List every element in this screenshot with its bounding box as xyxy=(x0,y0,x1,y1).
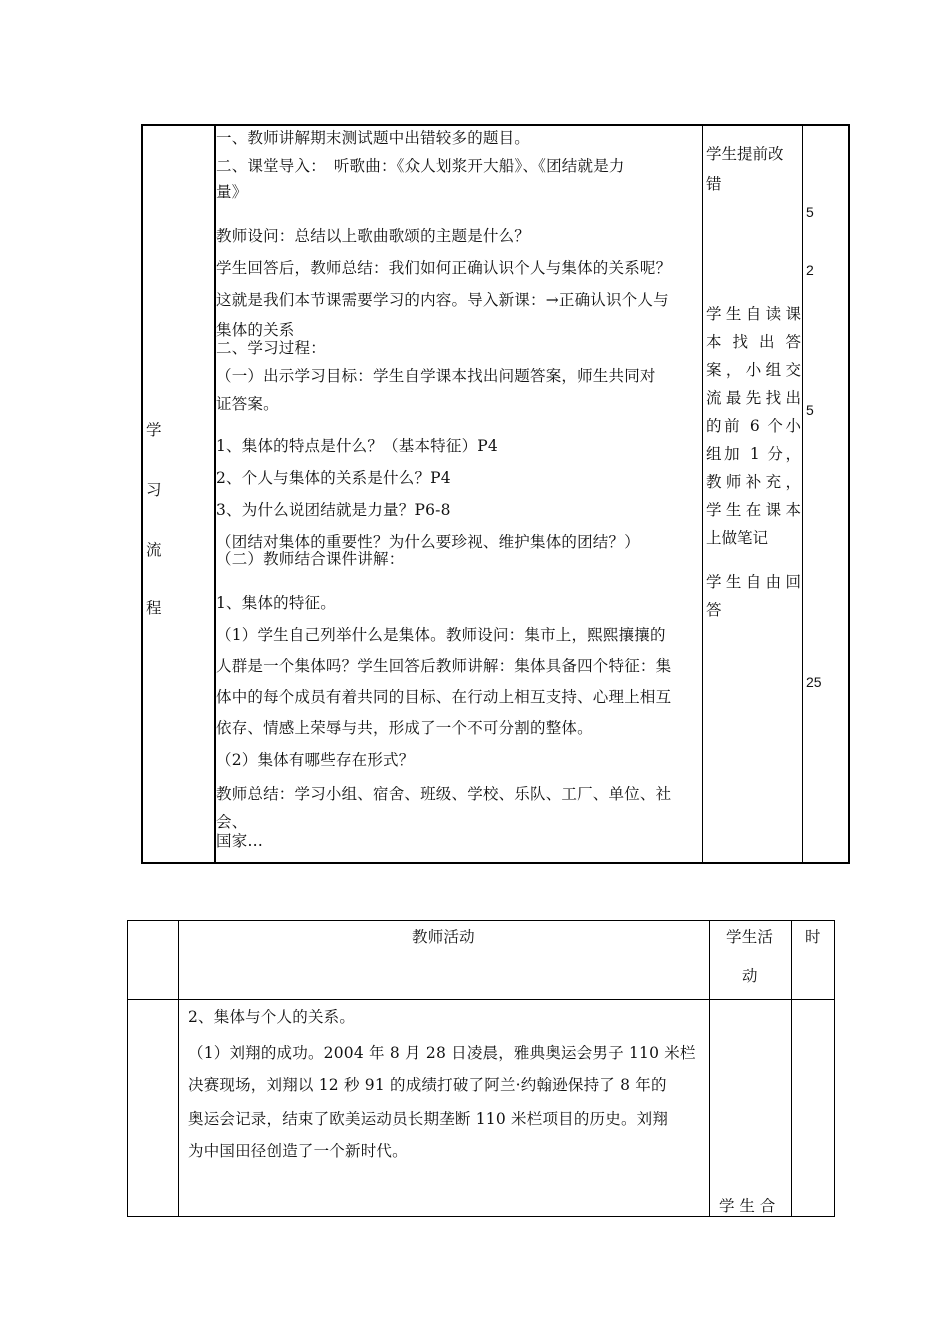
student-line: 学生在课本 xyxy=(706,501,801,519)
student-line: 错 xyxy=(706,175,722,193)
table2-bottom-border xyxy=(127,1216,835,1217)
table1-top-border xyxy=(141,124,850,126)
teacher-line: 奥运会记录，结束了欧美运动员长期垄断 110 米栏项目的历史。刘翔 xyxy=(188,1110,669,1128)
table2-top-border xyxy=(127,920,835,921)
time-value: 5 xyxy=(806,402,814,418)
teacher-line: 教师总结：学习小组、宿舍、班级、学校、乐队、工厂、单位、社 xyxy=(216,785,672,803)
student-line: 组加 1 分， xyxy=(706,445,801,463)
table1-right-border xyxy=(848,124,850,864)
teacher-line: 学生回答后，教师总结：我们如何正确认识个人与集体的关系呢？ xyxy=(216,259,672,277)
table1-divider-3 xyxy=(802,124,803,864)
teacher-line: 国家… xyxy=(216,832,264,850)
table2-right-border xyxy=(834,920,835,1217)
teacher-line: 二、学习过程： xyxy=(216,339,326,357)
table2-divider-3 xyxy=(791,920,792,1217)
teacher-line: 3、为什么说团结就是力量？P6-8 xyxy=(216,501,451,519)
teacher-line: 证答案。 xyxy=(216,395,279,413)
teacher-line: 为中国田径创造了一个新时代。 xyxy=(188,1142,408,1160)
time-value: 5 xyxy=(806,204,814,220)
teacher-line: 量》 xyxy=(216,183,248,201)
student-line: 学生自读课 xyxy=(706,305,801,323)
teacher-line: 依存、情感上荣辱与共，形成了一个不可分割的整体。 xyxy=(216,719,593,737)
teacher-line: 人群是一个集体吗？学生回答后教师讲解：集体具备四个特征：集 xyxy=(216,657,672,675)
row-label-char-3: 流 xyxy=(146,541,162,559)
table2-divider-1 xyxy=(178,920,179,1217)
student-line: 上做笔记 xyxy=(706,529,769,547)
teacher-line: （一）出示学习目标：学生自学课本找出问题答案，师生共同对 xyxy=(216,367,656,385)
teacher-line: 二、课堂导入： 听歌曲：《众人划浆开大船》、《团结就是力 xyxy=(216,157,625,175)
teacher-line: （1）学生自己列举什么是集体。教师设问：集市上，熙熙攘攘的 xyxy=(216,626,666,644)
student-line: 流最先找出 xyxy=(706,389,801,407)
teacher-line: 一、教师讲解期末测试题中出错较多的题目。 xyxy=(216,129,531,147)
table2-left-border xyxy=(127,920,128,1217)
table2-divider-2 xyxy=(709,920,710,1217)
teacher-line: 决赛现场，刘翔以 12 秒 91 的成绩打破了阿兰·约翰逊保持了 8 年的 xyxy=(188,1076,667,1094)
teacher-line: （二）教师结合课件讲解： xyxy=(216,550,405,568)
teacher-line: 体中的每个成员有着共同的目标、在行动上相互支持、心理上相互 xyxy=(216,688,672,706)
teacher-line: （2）集体有哪些存在形式？ xyxy=(216,751,415,769)
student-line: 学生自由回 xyxy=(706,573,801,591)
header-teacher-activity: 教师活动 xyxy=(412,928,475,946)
teacher-line: 1、集体的特点是什么？（基本特征）P4 xyxy=(216,437,498,455)
row-label-char-4: 程 xyxy=(146,599,162,617)
student-line: 学 生 合 xyxy=(719,1197,776,1215)
table1-bottom-border xyxy=(141,862,850,864)
row-label-char-2: 习 xyxy=(146,481,162,499)
header-student-activity-1: 学生活 xyxy=(726,928,774,946)
teacher-line: （团结对集体的重要性？为什么要珍视、维护集体的团结？） xyxy=(216,533,640,551)
teacher-line: 教师设问：总结以上歌曲歌颂的主题是什么？ xyxy=(216,227,531,245)
student-line: 学生提前改 xyxy=(706,145,784,163)
student-line: 本找出答 xyxy=(706,333,801,351)
header-time: 时 xyxy=(805,928,821,946)
time-value: 25 xyxy=(806,674,822,690)
student-line: 教师补充， xyxy=(706,473,801,491)
time-value: 2 xyxy=(806,262,814,278)
header-student-activity-2: 动 xyxy=(742,967,758,985)
teacher-line: （1）刘翔的成功。2004 年 8 月 28 日凌晨，雅典奥运会男子 110 米栏 xyxy=(188,1044,696,1062)
teacher-line: 会、 xyxy=(216,813,248,831)
table2-header-divider xyxy=(127,999,835,1000)
student-line: 案，小组交 xyxy=(706,361,801,379)
teacher-line: 2、个人与集体的关系是什么？P4 xyxy=(216,469,451,487)
teacher-line: 1、集体的特征。 xyxy=(216,594,336,612)
student-line: 答 xyxy=(706,601,722,619)
teacher-line: 集体的关系 xyxy=(216,321,295,339)
table1-divider-2 xyxy=(702,124,703,864)
student-line: 的前 6 个小 xyxy=(706,417,801,435)
row-label-char-1: 学 xyxy=(146,421,162,439)
teacher-line: 这就是我们本节课需要学习的内容。导入新课：→正确认识个人与 xyxy=(216,291,669,309)
teacher-line: 2、集体与个人的关系。 xyxy=(188,1008,356,1026)
table1-left-border xyxy=(141,124,143,864)
